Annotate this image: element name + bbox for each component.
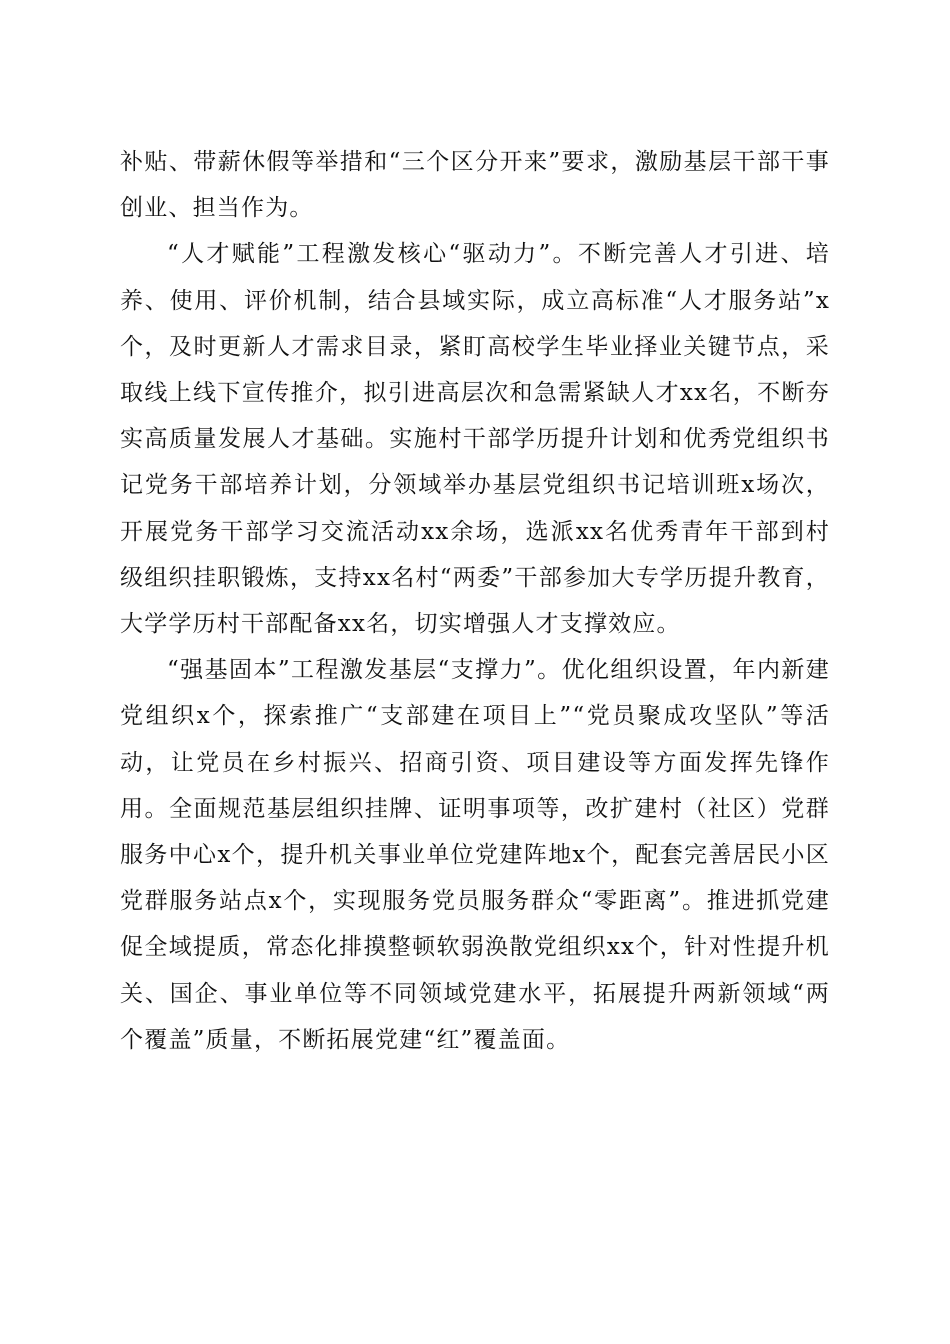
paragraph-continuation: 补贴、带薪休假等举措和“三个区分开来”要求，激励基层干部干事创业、担当作为。 [120, 149, 830, 222]
document-body [120, 139, 830, 1063]
paragraph-strengthen-foundation: “强基固本”工程激发基层“支撑力”。优化组织设置，年内新建党组织x个，探索推广“支部建在项目上”“党员聚成攻坚队”等活动，让党员在乡村振兴、招商引资、项目建设等方面发挥先锋作用。全面规范基层组织挂牌、证明事项等，改扩建村（社区）党群服务中心x个，提升机关事业单位党建阵地x个，配套完善居民小区党群服务站点x个，实现服务党员服务群众“零距离”。推进抓党建促全域提质，常态化排摸整顿软弱涣散党组织xx个，针对性提升机关、国企、事业单位等不同领域党建水平，拓展提升两新领域“两个覆盖”质量，不断拓展党建“红”覆盖面。 [120, 657, 830, 1053]
paragraph-talent-empowerment: “人才赋能”工程激发核心“驱动力”。不断完善人才引进、培养、使用、评价机制，结合县域实际，成立高标准“人才服务站”x个，及时更新人才需求目录，紧盯高校学生毕业择业关键节点，采取线上线下宣传推介，拟引进高层次和急需紧缺人才xx名，不断夯实高质量发展人才基础。实施村干部学历提升计划和优秀党组织书记党务干部培养计划，分领域举办基层党组织书记培训班x场次，开展党务干部学习交流活动xx余场，选派xx名优秀青年干部到村级组织挂职锻炼，支持xx名村“两委”干部参加大专学历提升教育，大学学历村干部配备xx名，切实增强人才支撑效应。 [120, 241, 830, 638]
